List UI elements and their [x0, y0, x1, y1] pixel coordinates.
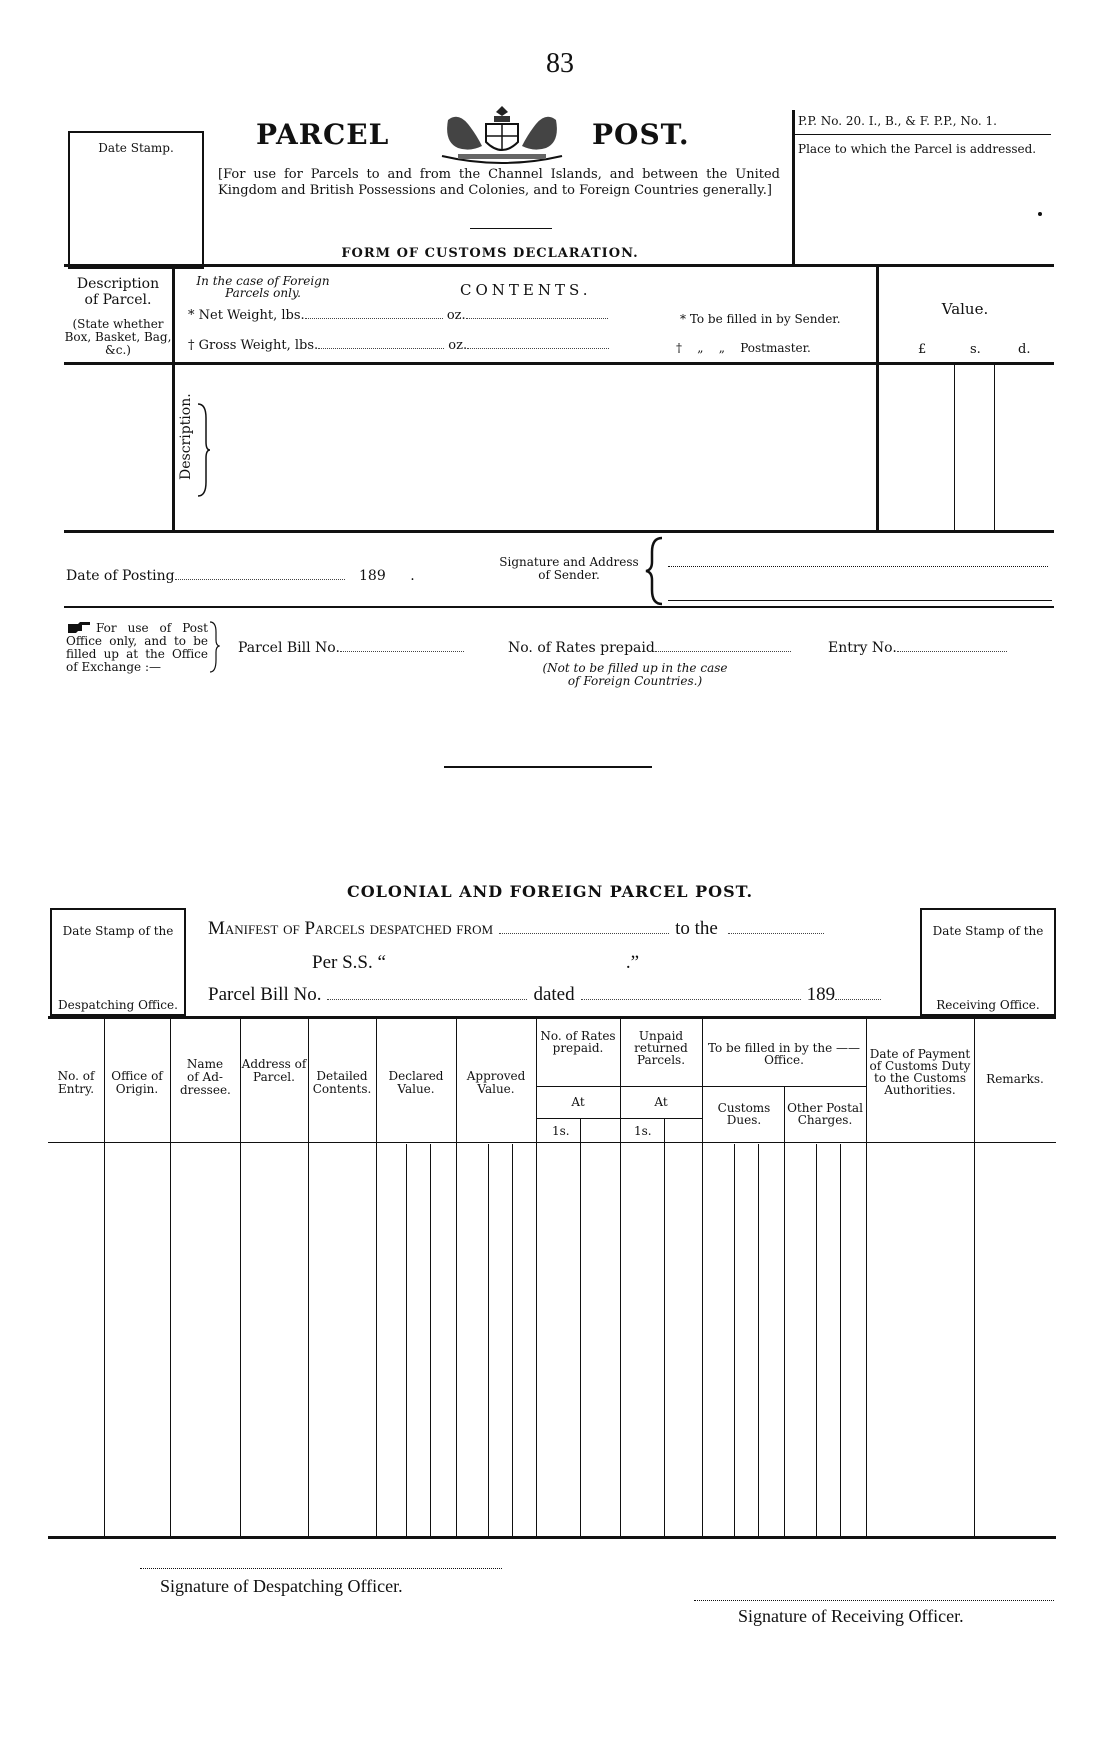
col-declared-value: Declared Value. — [388, 1069, 444, 1096]
stamp-right-bottom: Receiving Office. — [936, 998, 1040, 1012]
royal-arms-icon — [428, 102, 576, 164]
col-to-be-filled: To be filled in by the ——Office. — [707, 1041, 861, 1067]
col-approved-value: Approved Value. — [466, 1069, 526, 1096]
form-subtitle: FORM OF CUSTOMS DECLARATION. — [341, 246, 639, 261]
despatched-from-field[interactable] — [499, 933, 669, 934]
title-post: POST. — [592, 118, 690, 151]
manifest-line2-a: Per S.S. “ — [312, 952, 386, 973]
instruction-text: [For use for Parcels to and from the Channel Islands, and between the United Kingdom and British Possessions and Colonies, and to Foreign Countries generally.] — [218, 167, 780, 198]
other-postal-label: Other Postal Charges. — [787, 1101, 863, 1127]
signature-label-1: Signature and Address — [499, 555, 639, 569]
customs-dues-label: Customs Dues. — [717, 1101, 771, 1127]
col-unpaid-returned: Unpaid returned Parcels. — [634, 1029, 688, 1067]
stamp-left-bottom: Despatching Office. — [58, 998, 178, 1012]
manifest-bill-field[interactable] — [327, 999, 527, 1000]
shilling-label-unpaid: 1s. — [634, 1124, 652, 1138]
sender-signature-line[interactable] — [668, 566, 1048, 567]
despatching-stamp-box — [50, 908, 186, 1016]
net-lbs-field[interactable] — [305, 318, 443, 319]
signature-label-2: of Sender. — [538, 568, 600, 582]
col-no-of-entry: No. of Entry. — [57, 1069, 95, 1096]
place-addressed-label: Place to which the Parcel is addressed. — [798, 142, 1037, 156]
date-stamp-label: Date Stamp. — [98, 141, 174, 155]
sig-despatching-label: Signature of Despatching Officer. — [160, 1576, 403, 1596]
brace-icon — [644, 536, 666, 606]
brace-icon — [208, 620, 220, 674]
despatching-signature-line[interactable] — [140, 1568, 502, 1569]
year-label: 189 — [359, 568, 386, 584]
stamp-right-top: Date Stamp of the — [932, 924, 1044, 938]
col-remarks: Remarks. — [986, 1072, 1044, 1086]
at-label-rates: At — [571, 1095, 585, 1109]
to-the-field[interactable] — [728, 933, 824, 934]
gross-oz-field[interactable] — [467, 348, 609, 349]
receiving-stamp-box — [920, 908, 1056, 1016]
post-office-note: For use of Post Office only, and to be filled up at the Office of Exchange :— — [66, 621, 208, 674]
net-oz-field[interactable] — [466, 318, 608, 319]
manifest-line2-b: .” — [625, 952, 640, 973]
col-address-parcel: Address of Parcel. — [241, 1057, 307, 1084]
page-number: 83 — [546, 48, 574, 79]
desc-label-2: of Parcel. — [84, 292, 152, 308]
gross-weight-label: † Gross Weight, lbs. — [188, 338, 319, 353]
pence-label: d. — [1018, 342, 1031, 357]
contents-label: CONTENTS. — [460, 281, 592, 299]
col-detailed-contents: Detailed Contents. — [312, 1069, 372, 1096]
brace-icon — [196, 402, 210, 498]
postmaster-note: † „ „ Postmaster. — [676, 341, 811, 355]
description-area[interactable] — [210, 370, 870, 528]
net-oz-label: oz. — [446, 308, 466, 323]
manifest-line1-b: to the — [675, 918, 718, 939]
rates-note-1: (Not to be filled up in the case — [542, 661, 728, 675]
foreign-note-2: Parcels only. — [225, 286, 301, 300]
shillings-label: s. — [970, 342, 981, 357]
date-stamp-box — [68, 131, 204, 269]
receiving-signature-line[interactable] — [694, 1600, 1054, 1601]
col-rates-prepaid: No. of Rates prepaid. — [540, 1029, 616, 1055]
sender-address-line[interactable] — [668, 600, 1052, 601]
rates-note-2: of Foreign Countries.) — [567, 674, 703, 688]
description-vertical-label: Description. — [178, 393, 194, 480]
form-code: P.P. No. 20. I., B., & F. P.P., No. 1. — [798, 114, 997, 128]
entry-no-field[interactable] — [897, 651, 1007, 652]
manifest-line1-a: Manifest of Parcels despatched from — [208, 918, 494, 939]
manifest-title: COLONIAL AND FOREIGN PARCEL POST. — [346, 882, 754, 901]
parcel-bill-field[interactable] — [340, 651, 464, 652]
col-office-of-origin: Office of Origin. — [111, 1069, 163, 1096]
col-name-addressee: Name of Ad-dressee. — [180, 1057, 231, 1097]
manifest-line3-a: Parcel Bill No. — [208, 984, 322, 1005]
manifest-entries-area[interactable] — [50, 1146, 1054, 1534]
rates-prepaid-label: No. of Rates prepaid — [508, 640, 655, 656]
manifest-line3-c: 189 — [806, 984, 836, 1005]
manifest-date-field[interactable] — [581, 999, 801, 1000]
desc-note: (State whether Box, Basket, Bag, &c.) — [64, 317, 172, 357]
rates-prepaid-field[interactable] — [655, 651, 791, 652]
gross-lbs-field[interactable] — [318, 348, 444, 349]
date-posting-label: Date of Posting — [66, 568, 175, 584]
date-posting-field[interactable] — [175, 579, 345, 580]
entry-no-label: Entry No. — [828, 640, 897, 656]
foreign-note-1: In the case of Foreign — [196, 274, 330, 288]
col-customs-payment: Date of Payment of Customs Duty to the Customs Authorities. — [869, 1047, 971, 1097]
at-label-unpaid: At — [654, 1095, 668, 1109]
value-label: Value. — [941, 300, 989, 318]
shilling-label-rates: 1s. — [552, 1124, 570, 1138]
parcel-bill-label: Parcel Bill No. — [238, 640, 340, 656]
sig-receiving-label: Signature of Receiving Officer. — [738, 1606, 964, 1626]
pounds-label: £ — [918, 342, 927, 357]
gross-oz-label: oz. — [448, 338, 468, 353]
stamp-left-top: Date Stamp of the — [62, 924, 174, 938]
desc-label-1: Description — [76, 276, 160, 292]
sender-note: * To be filled in by Sender. — [680, 312, 841, 326]
net-weight-label: * Net Weight, lbs. — [188, 308, 305, 323]
title-parcel: PARCEL — [256, 118, 390, 151]
manifest-line3-b: dated — [533, 984, 575, 1005]
